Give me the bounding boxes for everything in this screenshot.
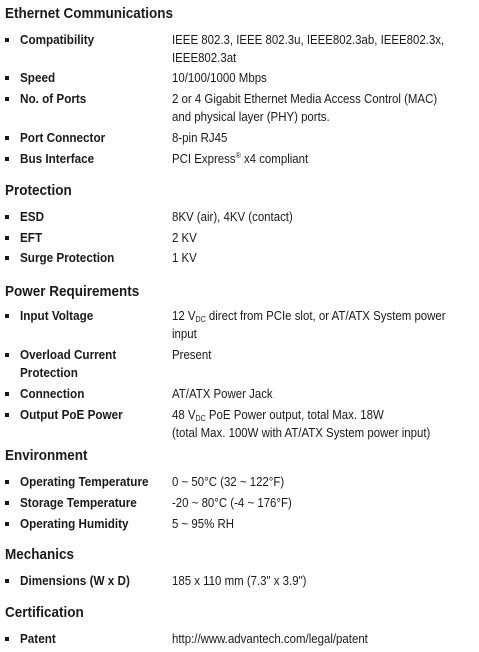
section-title-power: Power Requirements: [5, 283, 140, 300]
spec-label-speed: Speed: [20, 70, 56, 85]
spec-value-overload: Present: [172, 347, 212, 362]
spec-value-esd: 8KV (air), 4KV (contact): [172, 209, 293, 224]
section-title-mechanics: Mechanics: [5, 546, 75, 563]
spec-label-connection: Connection: [20, 386, 85, 401]
spec-label-bus-interface: Bus Interface: [20, 151, 95, 166]
spec-value-humidity: 5 ~ 95% RH: [172, 516, 234, 531]
spec-label-overload-line2: Protection: [20, 365, 78, 380]
spec-value-surge: 1 KV: [172, 250, 197, 265]
spec-label-surge: Surge Protection: [20, 250, 115, 265]
spec-value-op-temp: 0 ~ 50°C (32 ~ 122°F): [172, 474, 285, 489]
spec-label-overload-line1: Overload Current: [20, 347, 117, 362]
bullet: [5, 353, 9, 357]
spec-label-esd: ESD: [20, 209, 45, 224]
spec-label-dimensions: Dimensions (W x D): [20, 573, 130, 588]
spec-label-poe: Output PoE Power: [20, 407, 123, 422]
bullet: [5, 215, 9, 219]
spec-value-poe-line2: (total Max. 100W with AT/ATX System power input): [172, 425, 431, 440]
spec-label-ports: No. of Ports: [20, 91, 87, 106]
bullet: [5, 637, 9, 641]
spec-value-connection: AT/ATX Power Jack: [172, 386, 273, 401]
bullet: [5, 413, 9, 417]
bullet: [5, 236, 9, 240]
bullet: [5, 392, 9, 396]
spec-label-op-temp: Operating Temperature: [20, 474, 149, 489]
spec-label-humidity: Operating Humidity: [20, 516, 129, 531]
bullet: [5, 256, 9, 260]
bullet: [5, 157, 9, 161]
spec-label-eft: EFT: [20, 230, 43, 245]
section-title-certification: Certification: [5, 604, 84, 621]
spec-value-compatibility: IEEE 802.3, IEEE 802.3u, IEEE802.3ab, IEEE802.3x, IEEE802.3at: [172, 32, 445, 65]
bullet: [5, 314, 9, 318]
spec-value-bus-interface: PCI Express® x4 compliant: [172, 151, 309, 166]
spec-value-dimensions: 185 x 110 mm (7.3" x 3.9"): [172, 573, 307, 588]
spec-label-input-voltage: Input Voltage: [20, 308, 94, 323]
bullet: [5, 76, 9, 80]
section-title-protection: Protection: [5, 182, 72, 199]
spec-value-eft: 2 KV: [172, 230, 197, 245]
spec-label-patent: Patent: [20, 631, 56, 646]
spec-value-storage-temp: -20 ~ 80°C (-4 ~ 176°F): [172, 495, 292, 510]
bullet: [5, 522, 9, 526]
section-title-environment: Environment: [5, 447, 88, 464]
bullet: [5, 97, 9, 101]
bullet: [5, 136, 9, 140]
spec-value-poe: 48 $V_{DC}$ PoE Power output, total Max. 18W: [172, 407, 384, 423]
spec-value-input-voltage: 12 $V_{DC}$ direct from PCIe slot, or AT/ATX System power input: [172, 308, 446, 341]
spec-value-speed: 10/100/1000 Mbps: [172, 70, 267, 85]
spec-label-compatibility: Compatibility: [20, 32, 95, 47]
section-title-ethernet: Ethernet Communications: [5, 5, 174, 22]
bullet: [5, 38, 9, 42]
spec-value-ports: 2 or 4 Gigabit Ethernet Media Access Control (MAC) and physical layer (PHY) ports.: [172, 91, 438, 124]
spec-value-patent: http://www.advantech.com/legal/patent: [172, 631, 368, 646]
bullet: [5, 501, 9, 505]
spec-label-port-connector: Port Connector: [20, 130, 106, 145]
spec-value-port-connector: 8-pin RJ45: [172, 130, 228, 145]
spec-label-storage-temp: Storage Temperature: [20, 495, 137, 510]
bullet: [5, 579, 9, 583]
bullet: [5, 480, 9, 484]
